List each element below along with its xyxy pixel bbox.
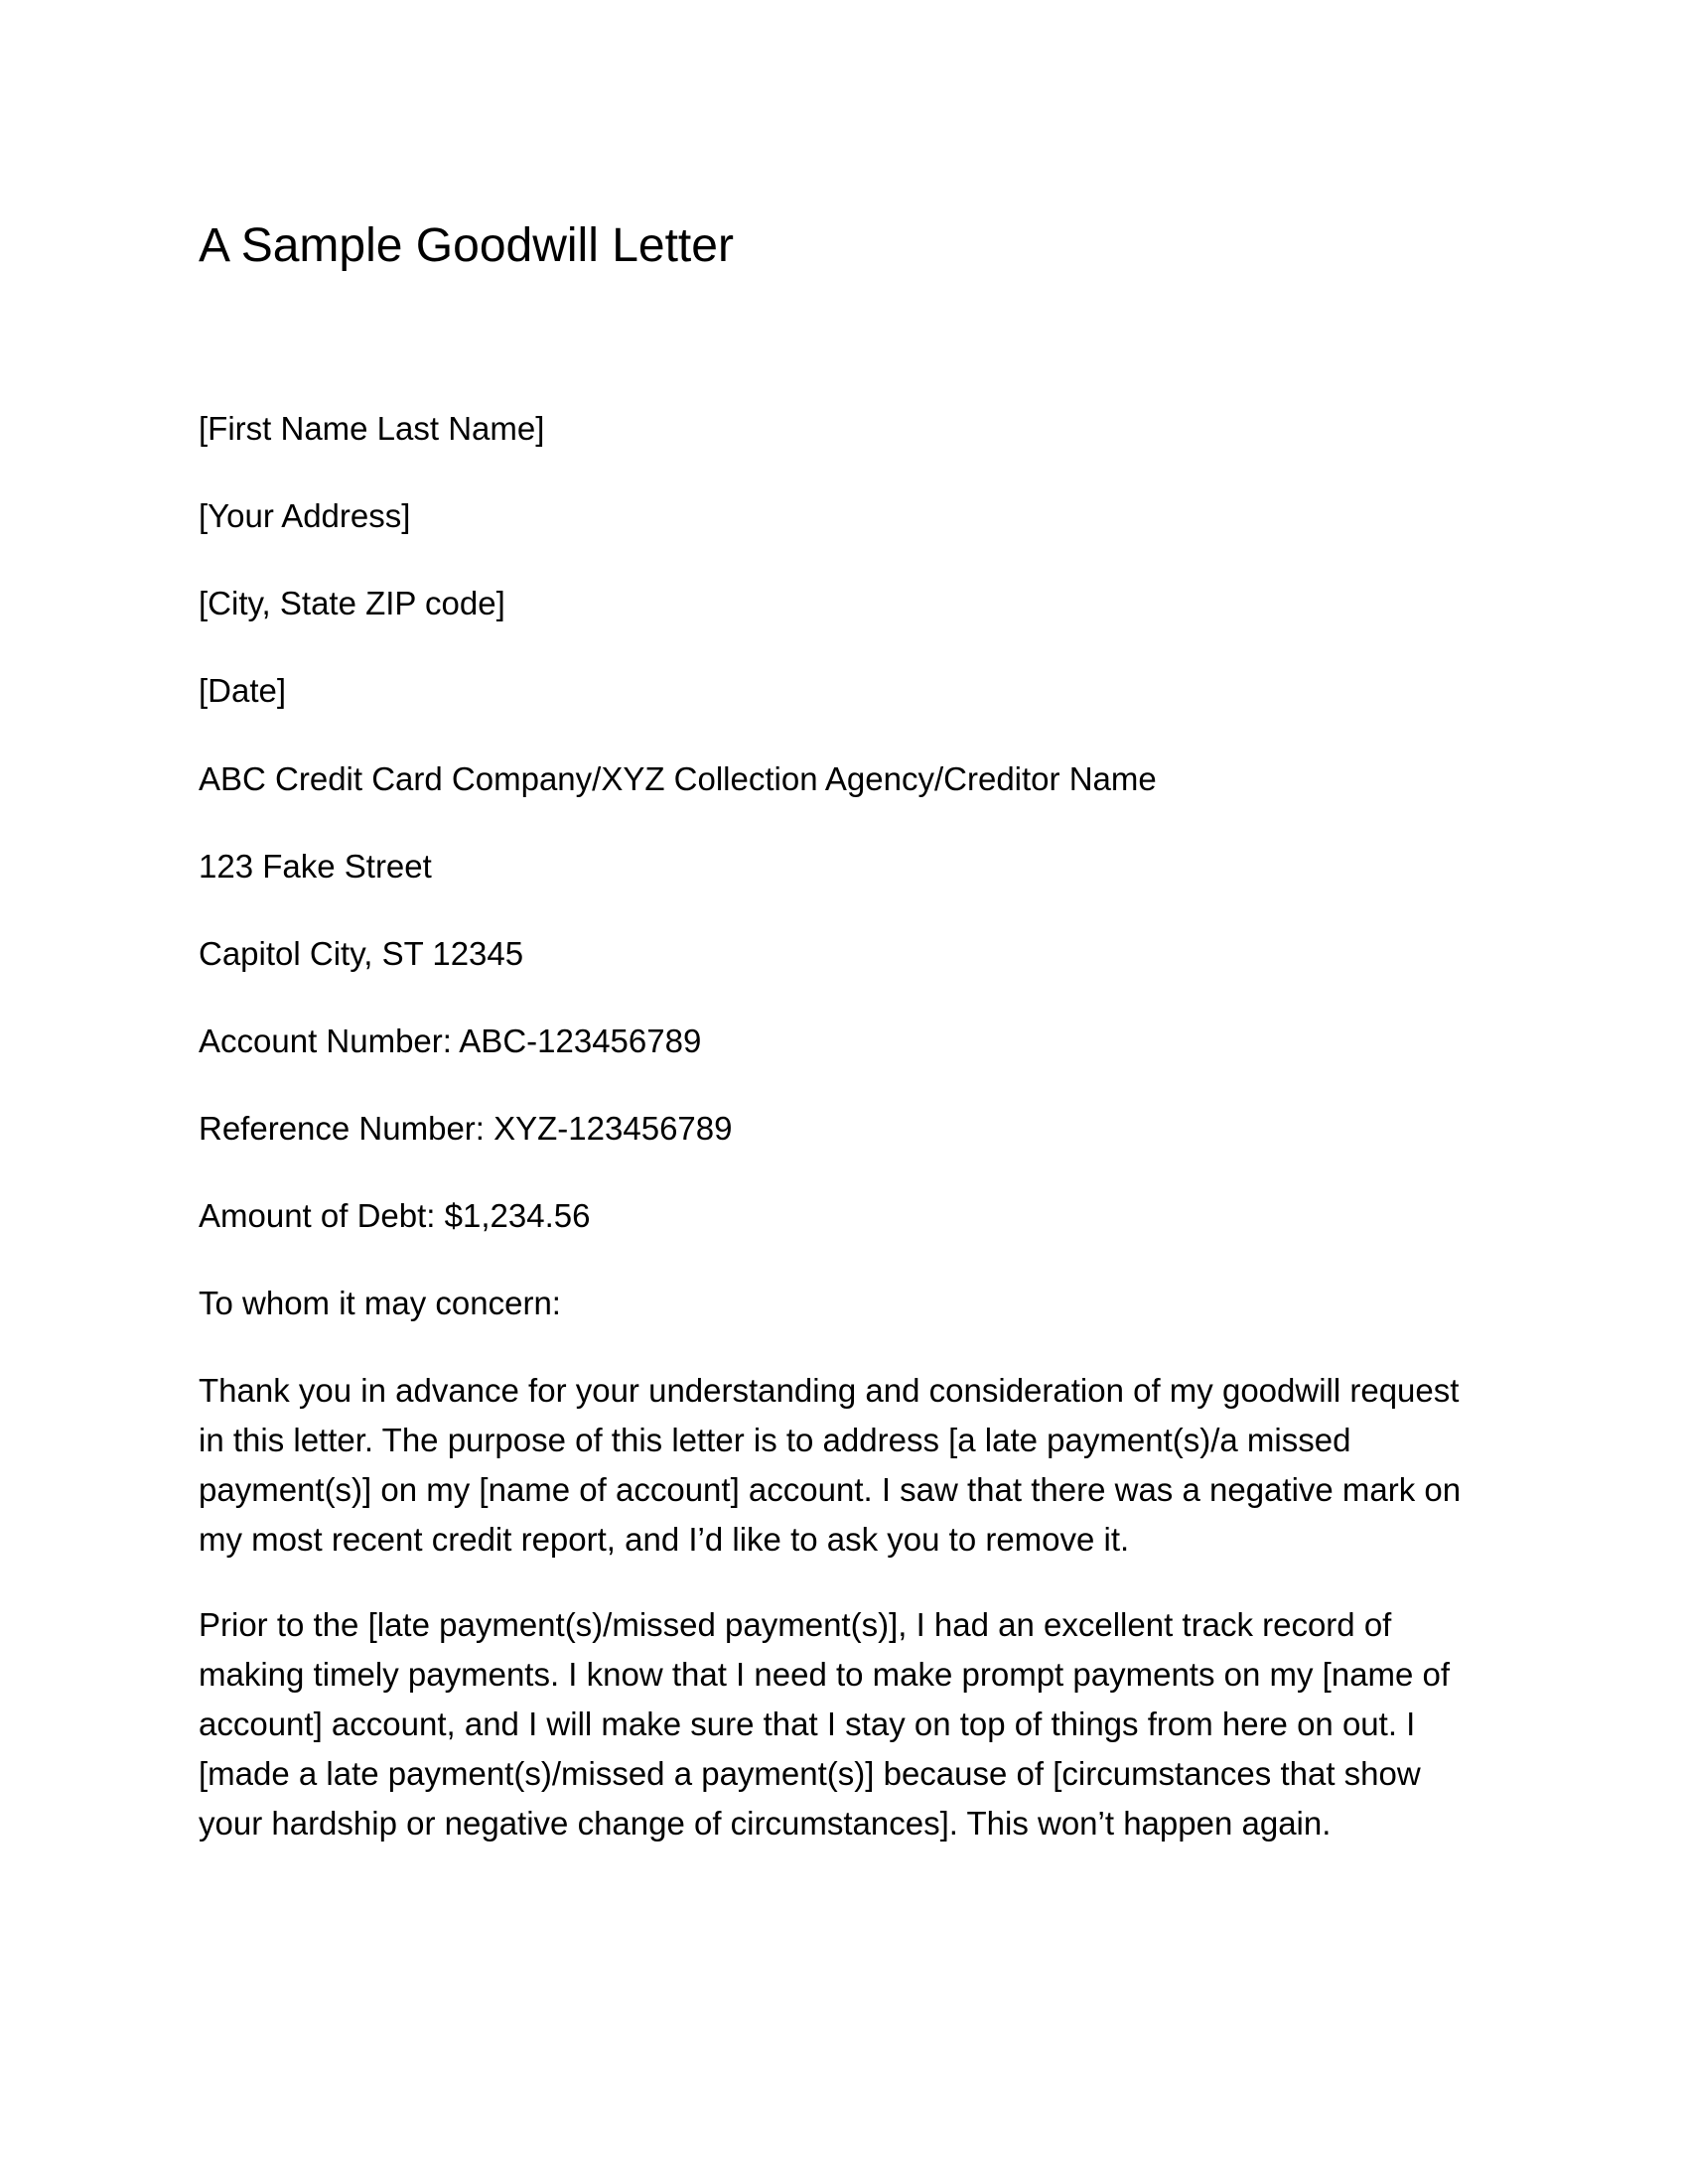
paragraph-line: payment(s)] on my [name of account] account. I saw that there was a negative mark on <box>199 1471 1462 1508</box>
paragraph-line: Prior to the [late payment(s)/missed payment(s)], I had an excellent track record of <box>199 1606 1392 1643</box>
sender-name: [First Name Last Name] <box>199 410 545 447</box>
body-paragraph-1 <box>199 1366 1489 1565</box>
paragraph-line: in this letter. The purpose of this letter is to address [a late payment(s)/a missed <box>199 1422 1351 1458</box>
paragraph-line: my most recent credit report, and I’d like to ask you to remove it. <box>199 1521 1130 1558</box>
paragraph-line: Thank you in advance for your understanding and consideration of my goodwill request <box>199 1372 1460 1409</box>
recipient-name: ABC Credit Card Company/XYZ Collection Agency/Creditor Name <box>199 760 1157 797</box>
recipient-street: 123 Fake Street <box>199 848 432 885</box>
document-title: A Sample Goodwill Letter <box>199 219 734 272</box>
reference-number: Reference Number: XYZ-123456789 <box>199 1110 733 1147</box>
letter-date: [Date] <box>199 672 287 709</box>
paragraph-line: making timely payments. I know that I need to make prompt payments on my [name of <box>199 1656 1451 1693</box>
sender-city-state-zip: [City, State ZIP code] <box>199 585 505 621</box>
paragraph-line: account] account, and I will make sure that I stay on top of things from here on out. I <box>199 1706 1416 1742</box>
paragraph-line: [made a late payment(s)/missed a payment(s)] because of [circumstances that show <box>199 1755 1421 1792</box>
paragraph-line: your hardship or negative change of circumstances]. This won’t happen again. <box>199 1805 1332 1842</box>
account-number: Account Number: ABC-123456789 <box>199 1023 702 1059</box>
sender-address: [Your Address] <box>199 497 411 534</box>
amount-of-debt: Amount of Debt: $1,234.56 <box>199 1197 591 1234</box>
body-paragraph-2 <box>199 1600 1489 1848</box>
salutation: To whom it may concern: <box>199 1285 561 1321</box>
recipient-city-state-zip: Capitol City, ST 12345 <box>199 935 524 972</box>
